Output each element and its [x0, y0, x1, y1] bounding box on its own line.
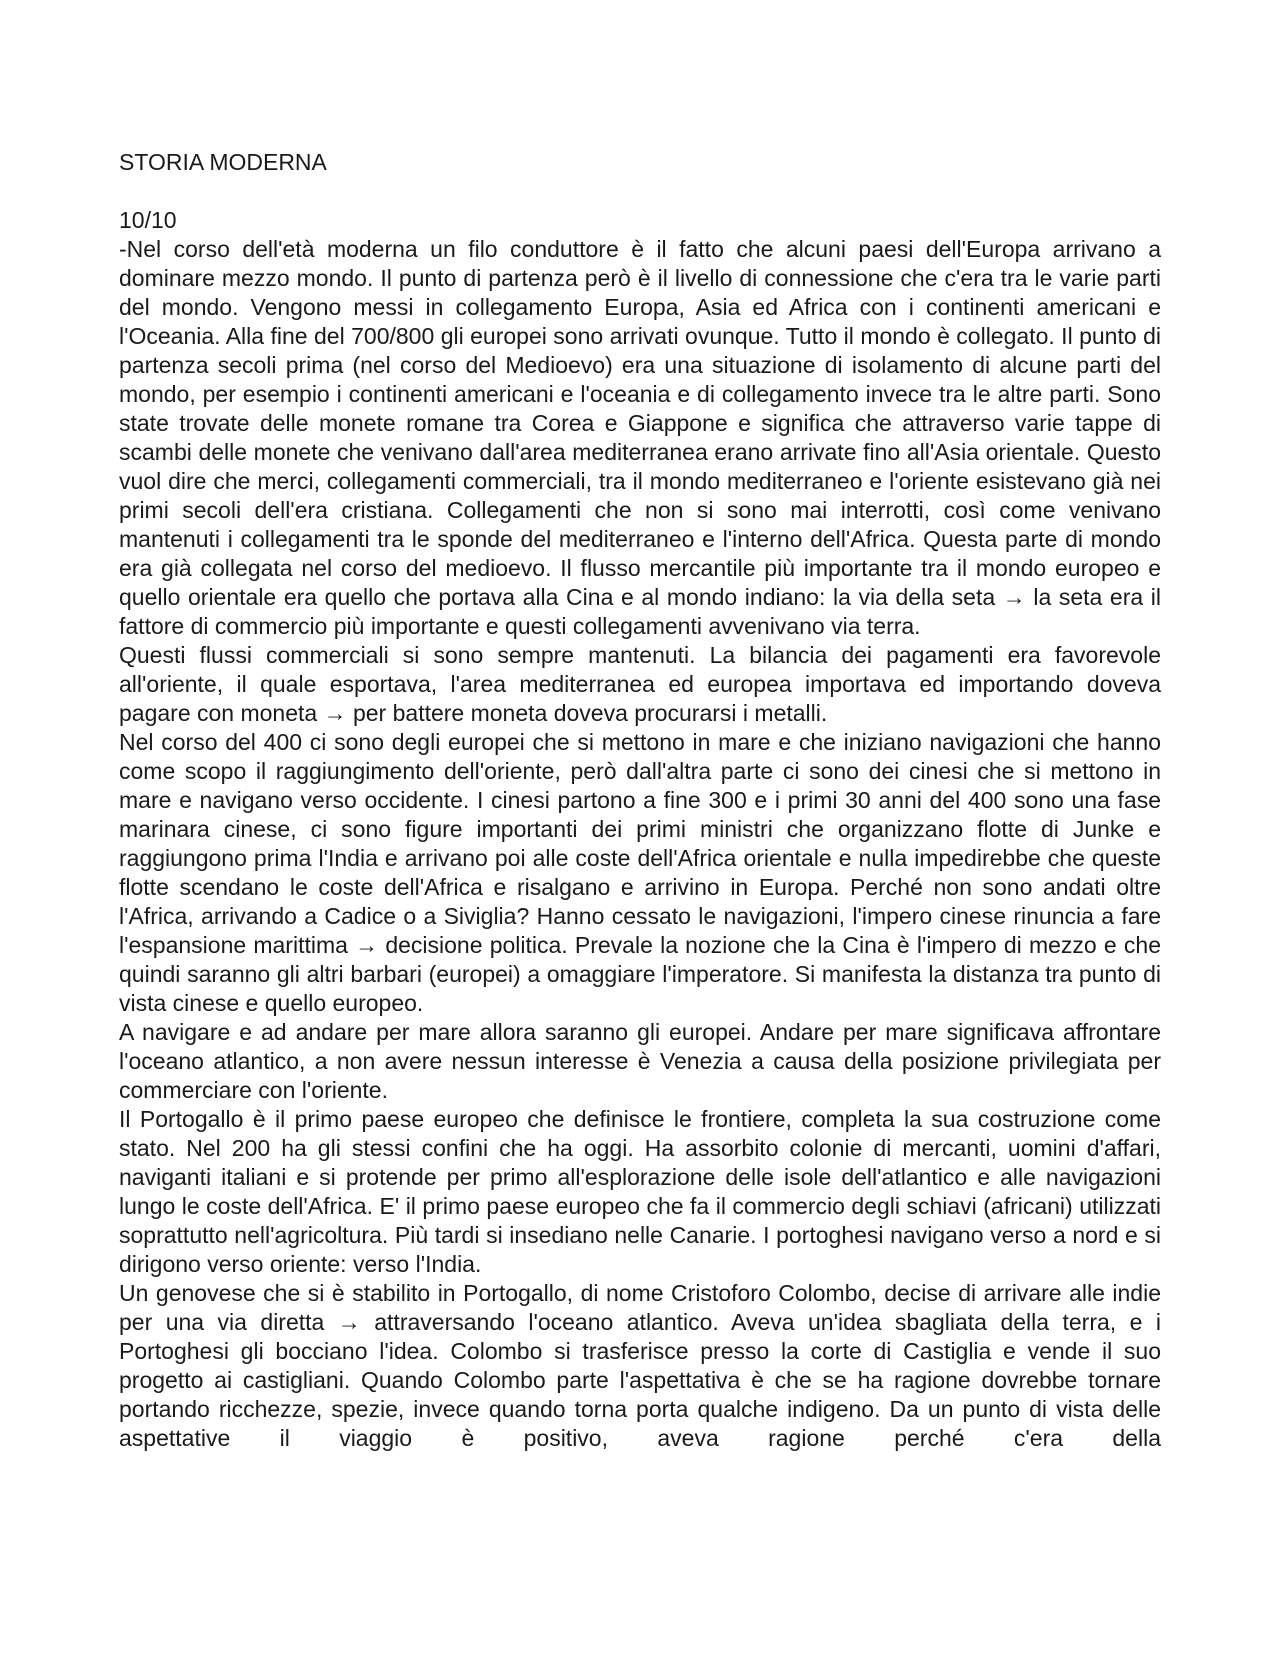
- blank-line: [119, 177, 1161, 206]
- paragraph-3: Nel corso del 400 ci sono degli europei che si mettono in mare e che iniziano navigazioni che hanno come scopo il raggiungimento dell'oriente, però dall'altra parte ci sono dei cinesi che si mettono in mare e navigano verso occidente. I cinesi partono a fine 300 e i primi 30 anni del 400 sono una fase marinara cinese, ci sono figure importanti dei primi ministri che organizzano flotte di Junke e raggiungono prima l'India e arrivano poi alle coste dell'Africa orientale e nulla impedirebbe che queste flotte scendano le coste dell'Africa e risalgano e arrivino in Europa. Perché non sono andati oltre l'Africa, arrivando a Cadice o a Siviglia? Hanno cessato le navigazioni, l'impero cinese rinuncia a fare l'espansione marittima → decisione politica. Prevale la nozione che la Cina è l'impero di mezzo e che quindi saranno gli altri barbari (europei) a omaggiare l'imperatore. Si manifesta la distanza tra punto di vista cinese e quello europeo.: [119, 729, 1161, 1016]
- paragraph-6: Un genovese che si è stabilito in Portogallo, di nome Cristoforo Colombo, decise di arrivare alle indie per una via diretta → attraversando l'oceano atlantico. Aveva un'idea sbagliata della terra, e i Portoghesi gli bocciano l'idea. Colombo si trasferisce presso la corte di Castiglia e vende il suo progetto ai castigliani. Quando Colombo parte l'aspettativa è che se ha ragione dovrebbe tornare portando ricchezze, spezie, invece quando torna porta qualche indigeno. Da un punto di vista delle aspettative il viaggio è positivo, aveva ragione perché c'era della: [119, 1280, 1161, 1451]
- lecture-date: 10/10: [119, 207, 177, 233]
- document-page: [119, 148, 1161, 1453]
- paragraph-4: A navigare e ad andare per mare allora saranno gli europei. Andare per mare significava affrontare l'oceano atlantico, a non avere nessun interesse è Venezia a causa della posizione privilegiata per commerciare con l'oriente.: [119, 1019, 1161, 1103]
- paragraph-1: -Nel corso dell'età moderna un filo conduttore è il fatto che alcuni paesi dell'Europa arrivano a dominare mezzo mondo. Il punto di partenza però è il livello di connessione che c'era tra le varie parti del mondo. Vengono messi in collegamento Europa, Asia ed Africa con i continenti americani e l'Oceania. Alla fine del 700/800 gli europei sono arrivati ovunque. Tutto il mondo è collegato. Il punto di partenza secoli prima (nel corso del Medioevo) era una situazione di isolamento di alcune parti del mondo, per esempio i continenti americani e l'oceania e di collegamento invece tra le altre parti. Sono state trovate delle monete romane tra Corea e Giappone e significa che attraverso varie tappe di scambi delle monete che venivano dall'area mediterranea erano arrivate fino all'Asia orientale. Questo vuol dire che merci, collegamenti commerciali, tra il mondo mediterraneo e l'oriente esistevano già nei primi secoli dell'era cristiana. Collegamenti che non si sono mai interrotti, così come venivano mantenuti i collegamenti tra le sponde del mediterraneo e l'interno dell'Africa. Questa parte di mondo era già collegata nel corso del medioevo. Il flusso mercantile più importante tra il mondo europeo e quello orientale era quello che portava alla Cina e al mondo indiano: la via della seta → la seta era il fattore di commercio più importante e questi collegamenti avvenivano via terra.: [119, 236, 1161, 639]
- document-title: STORIA MODERNA: [119, 149, 327, 175]
- paragraph-2: Questi flussi commerciali si sono sempre mantenuti. La bilancia dei pagamenti era favorevole all'oriente, il quale esportava, l'area mediterranea ed europea importava ed importando doveva pagare con moneta → per battere moneta doveva procurarsi i metalli.: [119, 642, 1161, 726]
- paragraph-5: Il Portogallo è il primo paese europeo che definisce le frontiere, completa la sua costruzione come stato. Nel 200 ha gli stessi confini che ha oggi. Ha assorbito colonie di mercanti, uomini d'affari, naviganti italiani e si protende per primo all'esplorazione delle isole dell'atlantico e alle navigazioni lungo le coste dell'Africa. E' il primo paese europeo che fa il commercio degli schiavi (africani) utilizzati soprattutto nell'agricoltura. Più tardi si insediano nelle Canarie. I portoghesi navigano verso a nord e si dirigono verso oriente: verso l'India.: [119, 1106, 1161, 1277]
